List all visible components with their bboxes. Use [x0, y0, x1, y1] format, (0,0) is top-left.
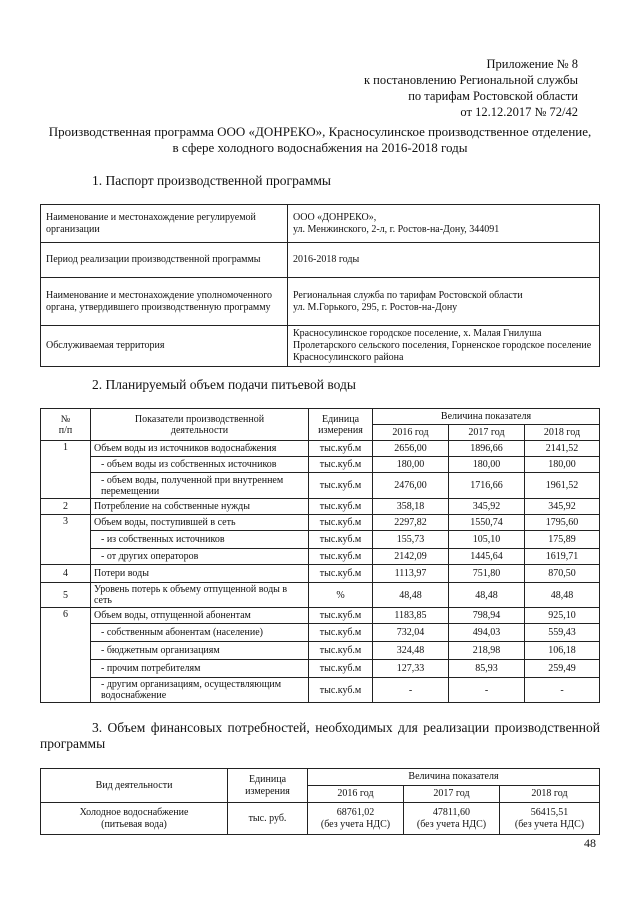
table-row [41, 499, 600, 515]
value-cell: 1961,52 [525, 473, 600, 499]
passport-label: Наименование и местонахождение уполномоченного органа, утвердившего производственную программу [41, 278, 288, 326]
unit-cell: тыс.куб.м [309, 441, 373, 457]
indicator-cell: - из собственных источников [91, 531, 309, 549]
table-row [41, 243, 600, 278]
unit-cell: тыс. руб. [228, 803, 308, 835]
value-cell: 925,10 [525, 608, 600, 624]
unit-cell: тыс.куб.м [309, 531, 373, 549]
table-row [41, 326, 600, 367]
indicator-cell: - объем воды, полученной при внутреннем перемещении [91, 473, 309, 499]
finance-table [40, 768, 600, 835]
value-cell: 2656,00 [373, 441, 449, 457]
value-cell: 345,92 [525, 499, 600, 515]
indicator-cell: Потери воды [91, 565, 309, 583]
value-cell: 2141,52 [525, 441, 600, 457]
table-row [41, 531, 600, 549]
value-cell: 870,50 [525, 565, 600, 583]
passport-table [40, 204, 600, 367]
table-header-row [41, 769, 600, 786]
value-cell: 1183,85 [373, 608, 449, 624]
value-cell: 56415,51 (без учета НДС) [500, 803, 600, 835]
value-cell: 218,98 [449, 642, 525, 660]
header-num: № п/п [41, 409, 91, 441]
table-row [41, 608, 600, 624]
appendix-line: от 12.12.2017 № 72/42 [460, 105, 578, 119]
value-cell: 1716,66 [449, 473, 525, 499]
passport-label: Период реализации производственной программы [41, 243, 288, 278]
table-row [41, 678, 600, 703]
value-cell: 324,48 [373, 642, 449, 660]
appendix-header [278, 56, 578, 120]
appendix-line: к постановлению Региональной службы [363, 73, 578, 87]
header-year: 2017 год [404, 786, 500, 803]
value-cell: 2142,09 [373, 549, 449, 565]
header-year: 2018 год [525, 425, 600, 441]
value-cell: 1795,60 [525, 515, 600, 531]
value-cell: 259,49 [525, 660, 600, 678]
document-title [40, 124, 600, 156]
appendix-line: по тарифам Ростовской области [408, 89, 578, 103]
indicator-cell: - от других операторов [91, 549, 309, 565]
value-cell: 48,48 [449, 583, 525, 608]
value-cell: 358,18 [373, 499, 449, 515]
value-cell: 48,48 [525, 583, 600, 608]
table-row [41, 803, 600, 835]
value-cell: 1896,66 [449, 441, 525, 457]
value-cell: 751,80 [449, 565, 525, 583]
appendix-line: Приложение № 8 [486, 57, 578, 71]
value-cell: 559,43 [525, 624, 600, 642]
value-cell: 1619,71 [525, 549, 600, 565]
value-cell: 106,18 [525, 642, 600, 660]
title-line: Производственная программа ООО «ДОНРЕКО», Красносулинское производственное отделение, [48, 124, 592, 139]
passport-value: ООО «ДОНРЕКО», ул. Менжинского, 2-л, г. Ростов-на-Дону, 344091 [288, 205, 600, 243]
value-cell: 175,89 [525, 531, 600, 549]
indicator-cell: - собственным абонентам (население) [91, 624, 309, 642]
value-cell: 155,73 [373, 531, 449, 549]
section1-heading: 1. Паспорт производственной программы [92, 173, 331, 188]
passport-value: Красносулинское городское поселение, х. Малая Гнилуша Пролетарского сельского поселения, Горненское городское поселение Красносулинского района [288, 326, 600, 367]
header-activity: Вид деятельности [41, 769, 228, 803]
unit-cell: тыс.куб.м [309, 473, 373, 499]
unit-cell: тыс.куб.м [309, 499, 373, 515]
header-unit: Единица измерения [309, 409, 373, 441]
indicator-cell: - прочим потребителям [91, 660, 309, 678]
unit-cell: % [309, 583, 373, 608]
value-cell: - [525, 678, 600, 703]
value-cell: 345,92 [449, 499, 525, 515]
value-cell: 180,00 [525, 457, 600, 473]
unit-cell: тыс.куб.м [309, 565, 373, 583]
table-row [41, 624, 600, 642]
unit-cell: тыс.куб.м [309, 624, 373, 642]
value-cell: 1550,74 [449, 515, 525, 531]
activity-cell: Холодное водоснабжение (питьевая вода) [41, 803, 228, 835]
table-row [41, 473, 600, 499]
table-row [41, 549, 600, 565]
header-unit: Единица измерения [228, 769, 308, 803]
value-cell: 127,33 [373, 660, 449, 678]
indicator-cell: - другим организациям, осуществляющим водоснабжение [91, 678, 309, 703]
row-number: 4 [41, 565, 91, 583]
indicator-cell: Уровень потерь к объему отпущенной воды в сеть [91, 583, 309, 608]
value-cell: 1113,97 [373, 565, 449, 583]
table-header-row [41, 409, 600, 425]
unit-cell: тыс.куб.м [309, 515, 373, 531]
value-cell: 47811,60 (без учета НДС) [404, 803, 500, 835]
unit-cell: тыс.куб.м [309, 642, 373, 660]
value-cell: 798,94 [449, 608, 525, 624]
indicator-cell: Объем воды, отпущенной абонентам [91, 608, 309, 624]
header-year: 2018 год [500, 786, 600, 803]
value-cell: 494,03 [449, 624, 525, 642]
table-row [41, 205, 600, 243]
header-value: Величина показателя [308, 769, 600, 786]
unit-cell: тыс.куб.м [309, 608, 373, 624]
value-cell: - [373, 678, 449, 703]
value-cell: 1445,64 [449, 549, 525, 565]
title-line: в сфере холодного водоснабжения на 2016-2018 годы [172, 140, 468, 155]
header-indicator: Показатели производственной деятельности [91, 409, 309, 441]
table-row [41, 515, 600, 531]
row-number: 2 [41, 499, 91, 515]
value-cell: 732,04 [373, 624, 449, 642]
unit-cell: тыс.куб.м [309, 678, 373, 703]
table-row [41, 278, 600, 326]
indicator-cell: - объем воды из собственных источников [91, 457, 309, 473]
passport-label: Наименование и местонахождение регулируемой организации [41, 205, 288, 243]
row-number: 6 [41, 608, 91, 703]
passport-value: Региональная служба по тарифам Ростовской области ул. М.Горького, 295, г. Ростов-на-Дону [288, 278, 600, 326]
indicator-cell: Объем воды из источников водоснабжения [91, 441, 309, 457]
indicator-cell: - бюджетным организациям [91, 642, 309, 660]
table-row [41, 642, 600, 660]
unit-cell: тыс.куб.м [309, 457, 373, 473]
value-cell: - [449, 678, 525, 703]
value-cell: 68761,02 (без учета НДС) [308, 803, 404, 835]
value-cell: 2476,00 [373, 473, 449, 499]
value-cell: 2297,82 [373, 515, 449, 531]
table-row [41, 583, 600, 608]
page-number: 48 [584, 836, 596, 850]
section3-heading: 3. Объем финансовых потребностей, необходимых для реализации производственной программы [40, 720, 600, 751]
table-row [41, 565, 600, 583]
header-year: 2016 год [308, 786, 404, 803]
row-number: 3 [41, 515, 91, 565]
value-cell: 180,00 [373, 457, 449, 473]
table-row [41, 660, 600, 678]
header-value: Величина показателя [373, 409, 600, 425]
value-cell: 48,48 [373, 583, 449, 608]
section2-heading: 2. Планируемый объем подачи питьевой воды [92, 377, 356, 392]
unit-cell: тыс.куб.м [309, 660, 373, 678]
unit-cell: тыс.куб.м [309, 549, 373, 565]
value-cell: 85,93 [449, 660, 525, 678]
row-number: 1 [41, 441, 91, 499]
water-volume-table [40, 408, 600, 703]
passport-value: 2016-2018 годы [288, 243, 600, 278]
water-volume-body [41, 441, 600, 703]
table-row [41, 457, 600, 473]
indicator-cell: Потребление на собственные нужды [91, 499, 309, 515]
passport-label: Обслуживаемая территория [41, 326, 288, 367]
row-number: 5 [41, 583, 91, 608]
header-year: 2017 год [449, 425, 525, 441]
indicator-cell: Объем воды, поступившей в сеть [91, 515, 309, 531]
value-cell: 180,00 [449, 457, 525, 473]
value-cell: 105,10 [449, 531, 525, 549]
header-year: 2016 год [373, 425, 449, 441]
table-row [41, 441, 600, 457]
